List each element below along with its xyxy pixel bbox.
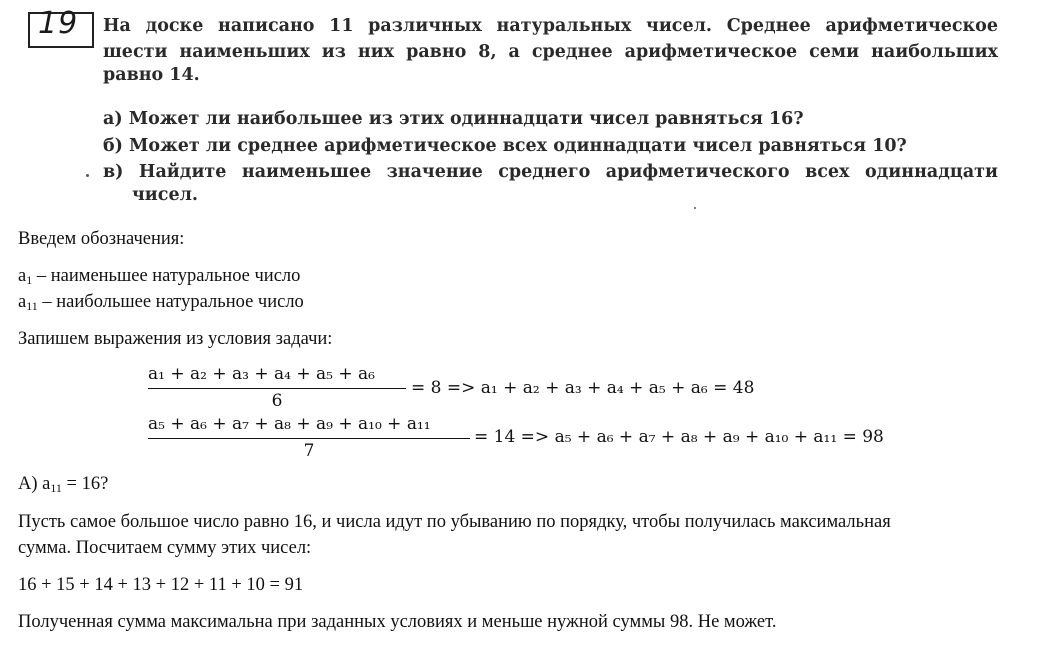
- equation-1-numerator: a₁ + a₂ + a₃ + a₄ + a₅ + a₆: [148, 364, 375, 384]
- part-a-heading: [18, 474, 108, 496]
- paragraph-line-1: Пусть самое большое число равно 16, и числа идут по убыванию по порядку, чтобы получилась максимальная: [18, 512, 891, 532]
- part-a-prefix: А) a: [18, 474, 51, 494]
- problem-number: 19: [38, 6, 79, 41]
- a1-description: – наименьшее натуральное число: [32, 266, 301, 286]
- a11-subscript: 11: [26, 299, 38, 313]
- a11-symbol: a: [18, 292, 27, 312]
- definition-a1: [18, 266, 300, 288]
- question-c-line-1: в) Найдите наименьшее значение среднего арифметического всех одиннадцати: [103, 162, 998, 182]
- a11-description: – наибольшее натуральное число: [37, 292, 304, 312]
- scan-speck: [86, 174, 89, 177]
- write-expressions-text: Запишем выражения из условия задачи:: [18, 329, 333, 349]
- problem-line-3: равно 14.: [103, 65, 200, 85]
- equation-2-rhs: = 14 => a₅ + a₆ + a₇ + a₈ + a₉ + a₁₀ + a₁₁ = 98: [474, 427, 884, 447]
- equation-2-numerator: a₅ + a₆ + a₇ + a₈ + a₉ + a₁₀ + a₁₁: [148, 414, 431, 434]
- equation-1-denominator: 6: [271, 391, 283, 411]
- problem-line-2: шести наименьших из них равно 8, а среднее арифметическое семи наибольших: [103, 42, 998, 62]
- scan-speck: [694, 207, 696, 209]
- sum-line: 16 + 15 + 14 + 13 + 12 + 11 + 10 = 91: [18, 575, 304, 595]
- question-c-line-2: чисел.: [132, 185, 199, 205]
- paragraph-line-2: сумма. Посчитаем сумму этих чисел:: [18, 538, 312, 558]
- a1-symbol: a: [18, 266, 27, 286]
- part-a-suffix: = 16?: [61, 474, 109, 494]
- question-a: а) Может ли наибольшее из этих одиннадцати чисел равняться 16?: [103, 109, 804, 129]
- conclusion-text: Полученная сумма максимальна при заданных условиях и меньше нужной суммы 98. Не может.: [18, 612, 777, 632]
- equation-1-fraction-bar: [148, 388, 406, 389]
- equation-1-rhs: = 8 => a₁ + a₂ + a₃ + a₄ + a₅ + a₆ = 48: [411, 378, 755, 398]
- question-b: б) Может ли среднее арифметическое всех одиннадцати чисел равняться 10?: [103, 136, 907, 156]
- problem-line-1: На доске написано 11 различных натуральных чисел. Среднее арифметическое: [103, 16, 998, 36]
- equation-2-fraction-bar: [148, 438, 470, 439]
- equation-2-denominator: 7: [303, 441, 315, 461]
- intro-text: Введем обозначения:: [18, 229, 185, 249]
- problem-scan: [0, 0, 1060, 215]
- a1-subscript: 1: [26, 273, 33, 287]
- definition-a11: [18, 292, 304, 314]
- part-a-subscript: 11: [50, 481, 62, 495]
